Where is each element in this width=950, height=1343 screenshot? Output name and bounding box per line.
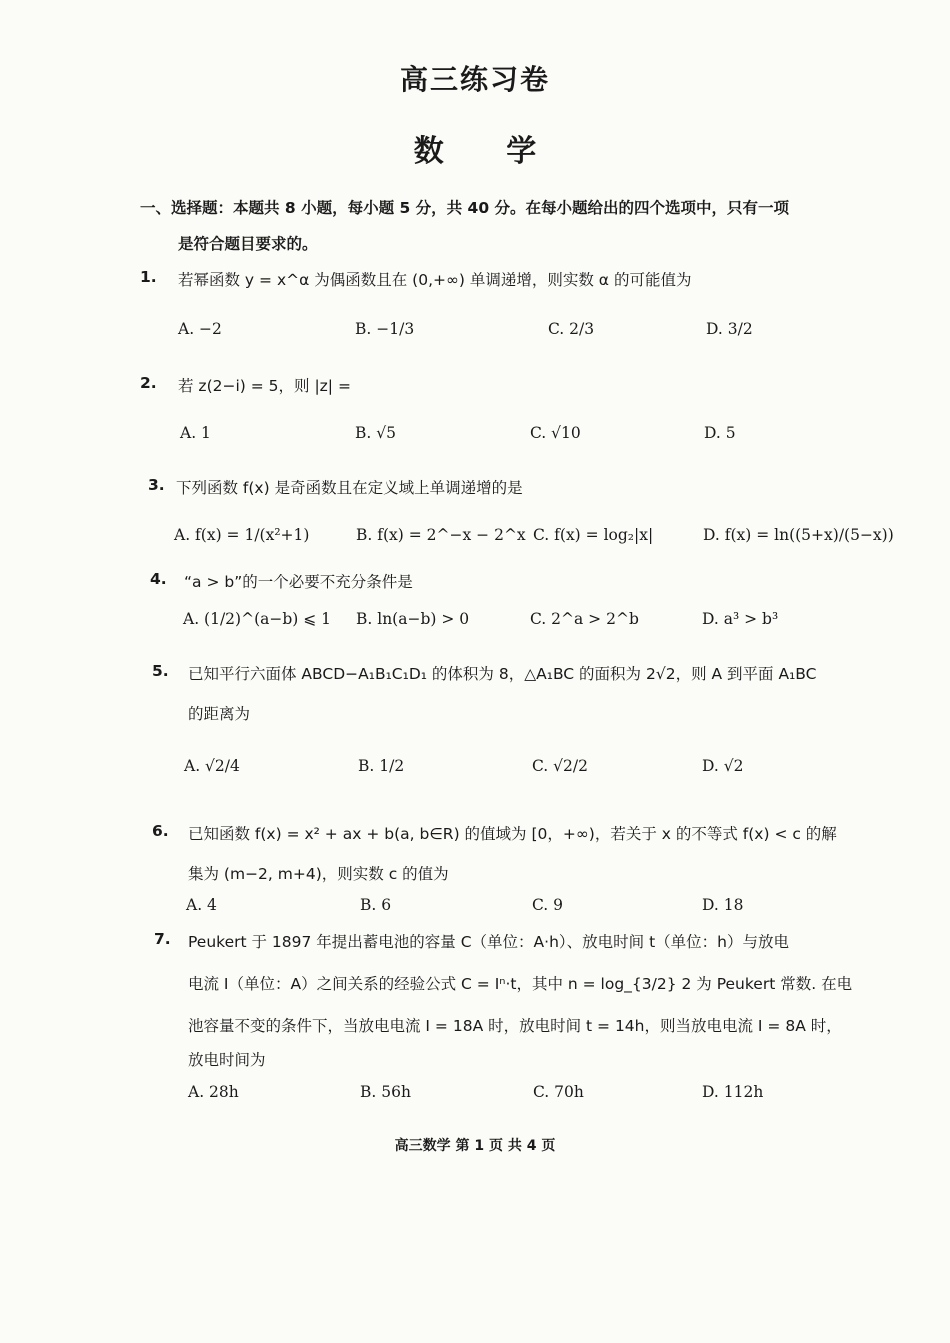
question-text-line3: 池容量不变的条件下，当放电电流 I = 18A 时，放电时间 t = 14h，则当放电电流 I = 8A 时， (188, 1017, 842, 1035)
question-number: 5. (152, 662, 169, 680)
q2-option-c[interactable]: C. √10 (530, 424, 581, 442)
q6-option-d[interactable]: D. 18 (702, 896, 744, 914)
question-text-line4: 放电时间为 (188, 1051, 266, 1069)
q1-option-c[interactable]: C. 2/3 (548, 320, 595, 338)
q3-option-b[interactable]: B. f(x) = 2^−x − 2^x (356, 526, 526, 544)
q5-option-b[interactable]: B. 1/2 (358, 757, 405, 775)
question-text: “a > b”的一个必要不充分条件是 (184, 573, 413, 591)
q4-option-b[interactable]: B. ln(a−b) > 0 (356, 610, 470, 628)
q4-option-c[interactable]: C. 2^a > 2^b (530, 610, 639, 628)
q5-option-a[interactable]: A. √2/4 (184, 757, 240, 775)
question-number: 1. (140, 268, 157, 286)
q4-option-d[interactable]: D. a³ > b³ (702, 610, 779, 628)
question-text: Peukert 于 1897 年提出蓄电池的容量 C（单位：A·h）、放电时间 t（单位：h）与放电 (188, 933, 789, 951)
q7-option-d[interactable]: D. 112h (702, 1083, 764, 1101)
section-heading-line2: 是符合题目要求的。 (178, 235, 318, 253)
section-heading-line1: 一、选择题：本题共 8 小题，每小题 5 分，共 40 分。在每小题给出的四个选项中，只有一项 (140, 199, 790, 217)
question-number: 6. (152, 822, 169, 840)
q7-option-c[interactable]: C. 70h (533, 1083, 584, 1101)
q7-option-a[interactable]: A. 28h (188, 1083, 239, 1101)
question-text: 已知平行六面体 ABCD−A₁B₁C₁D₁ 的体积为 8，△A₁BC 的面积为 2√2，则 A 到平面 A₁BC (188, 665, 817, 683)
question-number: 3. (148, 476, 165, 494)
q2-option-a[interactable]: A. 1 (180, 424, 211, 442)
page-footer: 高三数学 第 1 页 共 4 页 (394, 1138, 556, 1154)
q6-option-b[interactable]: B. 6 (360, 896, 392, 914)
q4-option-a[interactable]: A. (1/2)^(a−b) ⩽ 1 (183, 610, 332, 628)
q2-option-d[interactable]: D. 5 (704, 424, 736, 442)
question-text: 若幂函数 y = x^α 为偶函数且在 (0,+∞) 单调递增，则实数 α 的可能值为 (178, 271, 692, 289)
question-number: 7. (154, 930, 171, 948)
question-text-line2: 集为 (m−2, m+4)，则实数 c 的值为 (188, 865, 449, 883)
subject-title: 数 学 (413, 134, 563, 169)
q1-option-a[interactable]: A. −2 (178, 320, 222, 338)
q6-option-c[interactable]: C. 9 (532, 896, 564, 914)
q2-option-b[interactable]: B. √5 (355, 424, 396, 442)
question-text: 下列函数 f(x) 是奇函数且在定义域上单调递增的是 (176, 479, 523, 497)
question-text: 若 z(2−i) = 5，则 |z| = (178, 377, 351, 395)
question-text-line2: 的距离为 (188, 705, 251, 723)
q3-option-d[interactable]: D. f(x) = ln((5+x)/(5−x)) (703, 526, 894, 544)
section-heading (140, 190, 860, 262)
q5-option-c[interactable]: C. √2/2 (532, 757, 588, 775)
q1-option-d[interactable]: D. 3/2 (706, 320, 753, 338)
q3-option-c[interactable]: C. f(x) = log₂|x| (533, 526, 654, 544)
exam-title: 高三练习卷 (399, 63, 550, 96)
question-text: 已知函数 f(x) = x² + ax + b(a, b∈R) 的值域为 [0，+∞)，若关于 x 的不等式 f(x) < c 的解 (188, 825, 837, 843)
q3-option-a[interactable]: A. f(x) = 1/(x²+1) (174, 526, 310, 544)
question-number: 4. (150, 570, 167, 588)
question-text-line2: 电流 I（单位：A）之间关系的经验公式 C = Iⁿ·t，其中 n = log_{3/2} 2 为 Peukert 常数. 在电 (188, 975, 853, 993)
q6-option-a[interactable]: A. 4 (186, 896, 217, 914)
q7-option-b[interactable]: B. 56h (360, 1083, 411, 1101)
q5-option-d[interactable]: D. √2 (702, 757, 744, 775)
question-number: 2. (140, 374, 157, 392)
q1-option-b[interactable]: B. −1/3 (355, 320, 415, 338)
